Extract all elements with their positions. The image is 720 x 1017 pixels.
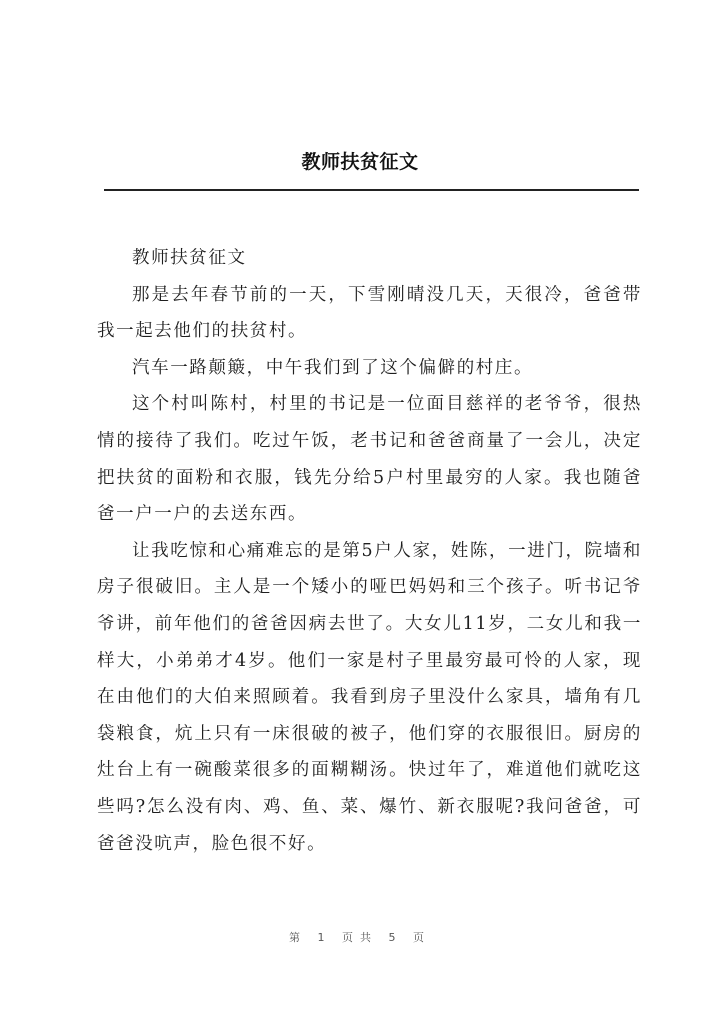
- paragraph: 汽车一路颠簸，中午我们到了这个偏僻的村庄。: [132, 357, 534, 378]
- paragraph: 让我吃惊和心痛难忘的是第5户人家，姓陈，一进门，院墙和房子很破旧。主人是一个矮小的哑巴妈妈和三个孩子。听书记爷爷讲，前年他们的爸爸因病去世了。大女儿11岁，二女儿和我一样大，小弟弟才4岁。他们一家是村子里最穷最可怜的人家，现在由他们的大伯来照顾着。我看到房子里没什么家具，墙角有几袋粮食，炕上只有一床很破的被子，他们穿的衣服很旧。厨房的灶台上有一碗酸菜很多的面糊糊汤。快过年了，难道他们就吃这些吗?怎么没有肉、鸡、鱼、菜、爆竹、新衣服呢?我问爸爸，可爸爸没吭声，脸色很不好。: [97, 540, 642, 854]
- paragraph: 教师扶贫征文: [132, 248, 247, 268]
- title-divider: [104, 189, 639, 191]
- paragraph: 那是去年春节前的一天，下雪刚晴没几天，天很冷，爸爸带我一起去他们的扶贫村。: [97, 284, 642, 342]
- document-body: [97, 240, 642, 862]
- paragraph: 这个村叫陈村，村里的书记是一位面目慈祥的老爷爷，很热情的接待了我们。吃过午饭，老书记和爸爸商量了一会儿，决定把扶贫的面粉和衣服，钱先分给5户村里最穷的人家。我也随爸爸一户一户的去送东西。: [97, 394, 642, 525]
- page-number-footer: 第 1 页共 5 页: [289, 931, 431, 944]
- page-title: 教师扶贫征文: [301, 151, 419, 173]
